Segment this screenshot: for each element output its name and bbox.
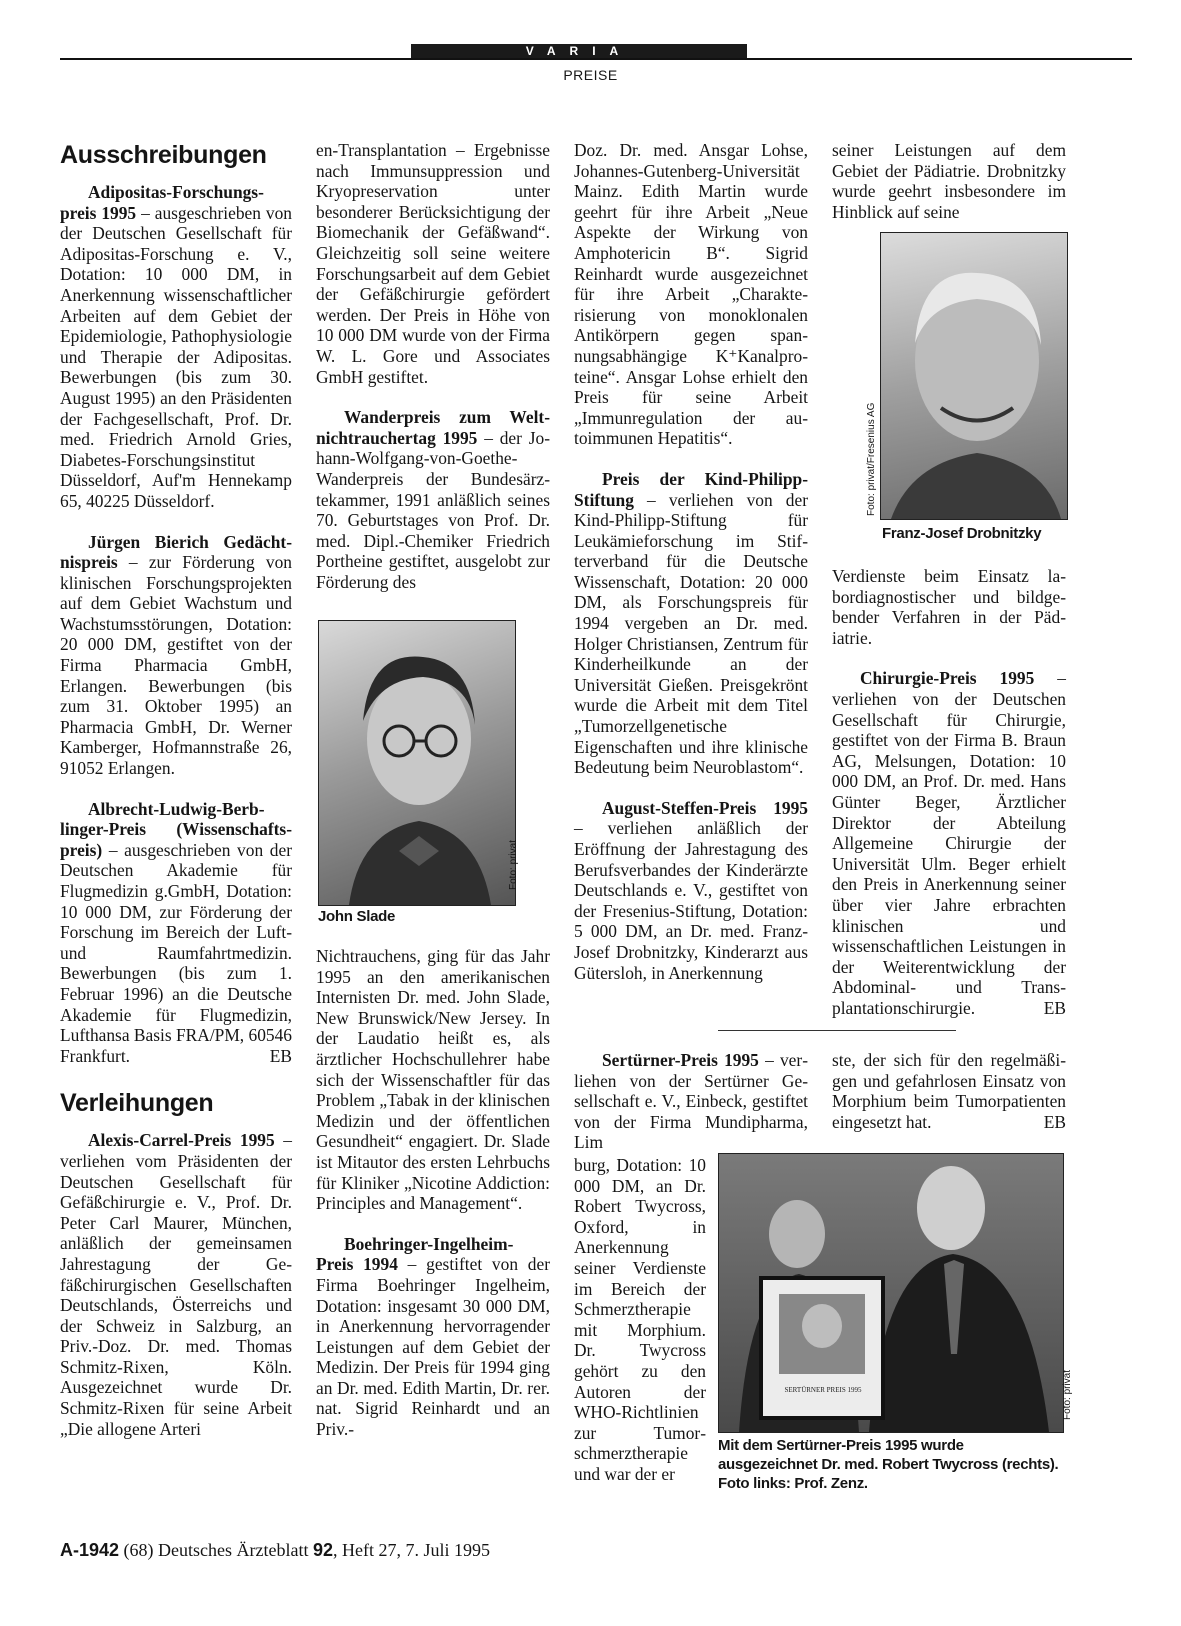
footer-text: , Heft 27, 7. Juli 1995	[333, 1540, 491, 1560]
header-rule	[60, 58, 1132, 60]
award-title: Wanderpreis zum Weltnichtrauchertag 1995	[316, 407, 550, 448]
portrait-illustration	[319, 621, 515, 905]
award-title: Jürgen Bierich Gedächtnispreis	[60, 531, 292, 573]
plaque-text: SERTÜRNER PREIS 1995	[784, 1386, 862, 1394]
photo-caption: John Slade	[318, 908, 396, 925]
paragraph	[60, 1130, 292, 1439]
photo-caption: Mit dem Sertürner-Preis 1995 wurde ausgezeichnet Dr. med. Robert Twycross (rechts). Foto links: Prof. Zenz.	[718, 1437, 1059, 1492]
award-title: Sertürner-Preis 1995	[602, 1050, 759, 1070]
heading-ausschreibungen: Ausschreibungen	[60, 141, 267, 169]
paragraph-text: – zur Förderung von klinischen Forschungsprojekten auf dem Gebiet Wachstum und Wachstumsstörungen, Dotation: 20 000 DM, gestiftet von der Firma Pharmacia GmbH, Erlangen. Bewerbungen (bis zum 31. Oktober 1995) an Pharmacia GmbH, Dr. Werner Kamberger, Hofmannstraße 26, 91052 Erlangen.	[60, 552, 292, 779]
photo-credit: Foto: privat/Fresenius AG	[866, 402, 877, 516]
paragraph-text: ste, der sich für den regelmäßigen und gefahrlosen Einsatz von Morphium beim Tumorpatienten eingesetzt hat.	[832, 1050, 1066, 1132]
column-1	[60, 140, 292, 1439]
paragraph: Nichtrauchens, ging für das Jahr 1995 an den amerikanischen Internisten Dr. med. John Slade, New Brunswick/New Jersey. In der Laudatio heißt es, als ärztlicher Hochschullehrer habe sich der Wissenschaftler für das Problem „Tabak in der klinischen Medizin und der öffentlichen Gesundheit“ engagiert. Dr. Slade ist Mitautor des ersten Lehrbuchs für Kliniker „Nicotine Addiction: Principles and Management“.	[316, 946, 550, 1214]
photo-john-slade	[318, 620, 516, 906]
column-4	[832, 140, 1066, 222]
column-3	[574, 140, 808, 983]
column-4-continued	[832, 566, 1066, 1018]
serturner-paragraph-top	[574, 1050, 808, 1153]
photo-credit: Foto: privat	[1062, 1369, 1073, 1420]
award-title: Alexis-Carrel-Preis 1995	[88, 1130, 275, 1151]
paragraph-text: – gestiftet von der Firma Boehringer Ingelheim, Dotation: insgesamt 30 000 DM, in Anerkennung hervorragender Leistungen auf dem Gebiet der Medizin. Der Preis für 1994 ging an Dr. med. Edith Martin, Dr. rer. nat. Sigrid Reinhardt und an Priv.-	[316, 1254, 550, 1440]
subsection-title: PREISE	[563, 67, 618, 83]
paragraph-text: – verliehen von der Kind-Philipp-Stiftung für Leukämieforschung im Stifterverband für die Deutsche Wissenschaft, Dotation: 20 000 DM, als Forschungspreis für 1994 vergeben an Dr. med. Holger Christiansen, Zentrum für Kinderheilkunde an der Universität Gießen. Preisgekrönt wurde die Arbeit mit dem Titel „Tumorzellgenetische Eigenschaften und ihre klinische Bedeutung beim Neuroblastom“.	[574, 489, 808, 778]
page-id: A-1942	[60, 1540, 120, 1560]
paragraph	[574, 1050, 808, 1153]
paragraph: seiner Leistungen auf dem Gebiet der Pädiatrie. Drobnitzky wurde geehrt insbesondere im Hinblick auf seine	[832, 140, 1066, 222]
paragraph	[60, 182, 292, 512]
section-divider	[718, 1030, 956, 1031]
serturner-paragraph-narrow	[574, 1155, 706, 1485]
heading-verleihungen: Verleihungen	[60, 1089, 214, 1118]
award-title: Chirurgie-Preis 1995	[860, 668, 1035, 689]
paragraph-text: – ausgeschrieben von der Deutschen Gesellschaft für Adipositas-Forschung e. V., Dotation: 10 000 DM, in Anerkennung wissenschaftlicher Arbeiten auf dem Gebiet der Epidemiologie, Pathophysiologie und Therapie der Adipositas. Bewerbungen (bis zum 30. August 1995) an den Präsidenten der Fachgesellschaft, Prof. Dr. med. Friedrich Arnold Gries, Diabetes-Forschungsinstitut Düsseldorf, Auf'm Hennekamp 65, 40225 Düsseldorf.	[60, 202, 292, 511]
portrait-illustration	[881, 233, 1067, 519]
author-sign: EB	[269, 1045, 292, 1066]
paragraph	[574, 469, 808, 778]
author-sign: EB	[1043, 997, 1066, 1018]
paragraph	[832, 668, 1066, 1018]
paragraph-text: – verliehen vom Präsidenten der Deutschen Gesellschaft für Gefäßchirurgie e. V., Prof. Dr. Peter Carl Maurer, München, anläßlich der gemeinsamen Jahrestagung der Gefäßchirurgischen Gesellschaften Deutschlands, Österreichs und der Schweiz in Salzburg, an Priv.-Doz. Dr. med. Thomas Schmitz-Rixen, Köln. Ausgezeichnet wurde Dr. Schmitz-Rixen für seine Arbeit „Die allogene Arteri	[60, 1130, 292, 1439]
volume-number: 92	[312, 1540, 334, 1560]
author-sign: EB	[1043, 1111, 1066, 1132]
paragraph	[316, 1234, 550, 1440]
photo-franz-josef-drobnitzky	[880, 232, 1068, 520]
photo-serturner-award	[718, 1153, 1064, 1433]
footer-text: (68) Deutsches Ärzteblatt	[119, 1540, 313, 1560]
column-2	[316, 140, 550, 592]
paragraph-text: – verliehen anläßlich der Eröffnung der Jahrestagung des Berufsverbandes der Kinderärzte Deutschlands e. V., gestiftet von der Fresenius-Stiftung, Dotation: 5 000 DM, an Dr. med. Franz-Josef Drobnitzky, Kinderarzt aus Gütersloh, in Anerkennung	[574, 818, 808, 983]
paragraph: Verdienste beim Einsatz labordiagnostischer und bildgebender Verfahren in der Pädiatrie.	[832, 566, 1066, 648]
column-2-continued	[316, 946, 550, 1440]
paragraph: burg, Dotation: 10 000 DM, an Dr. Robert Twycross, Oxford, in Anerkennung seiner Verdienste im Bereich der Schmerztherapie mit Morphium. Dr. Twycross gehört zu den Autoren der WHO-Richtlinien zur Tumorschmerztherapie und war der er	[574, 1155, 706, 1484]
paragraph-text: – verliehen von der Deutschen Gesellschaft für Chirurgie, gestiftet von der Firma B. Braun AG, Melsungen, Dotation: 10 000 DM, an Prof. Dr. med. Hans Günter Beger, Ärztlicher Direktor der Abteilung Allgemeine Chirurgie der Universität Ulm. Beger erhielt den Preis in Anerkennung seiner über vier Jahre erbrachten klinischen und wissenschaftlichen Leistungen in der Weiterentwicklung der Abdominal- und Transplantationschirurgie.	[832, 668, 1067, 1018]
photo-credit: Foto: privat	[508, 839, 519, 890]
photo-caption: Franz-Josef Drobnitzky	[882, 525, 1042, 542]
paragraph	[60, 799, 292, 1067]
award-title: Preis der Kind-Philipp-Stiftung	[574, 468, 808, 510]
award-title: Boehringer-Ingelheim-Preis 1994	[316, 1233, 514, 1275]
paragraph: Doz. Dr. med. Ansgar Lohse, Johannes-Gutenberg-Universität Mainz. Edith Martin wurde geehrt für ihre Arbeit „Neue Aspekte der Wirkung von Amphotericin B“. Sigrid Reinhardt wurde ausgezeichnet für ihre Arbeit „Charakterisierung von monoklonalen Antikörpern gegen spannungsabhängige K⁺Kanalproteine“. Ansgar Lohse erhielt den Preis für seine Arbeit „Immunregulation der autoimmunen Hepatitis“.	[574, 140, 808, 449]
serturner-paragraph-right	[832, 1050, 1066, 1132]
paragraph	[316, 407, 550, 592]
paragraph-text: – der Johann-Wolfgang-von-Goethe-Wanderpreis der Bundesärztekammer, 1991 anläßlich seines 70. Geburtstages von Prof. Dr. med. Dipl.-Chemiker Friedrich Portheine gestiftet, ausgelobt zur Förderung des	[316, 427, 550, 592]
page-footer	[60, 1540, 490, 1561]
paragraph	[60, 532, 292, 779]
section-banner: VARIA	[411, 44, 747, 59]
paragraph: en-Transplantation – Ergebnisse nach Immunsuppression und Kryopreservation unter besonderer Berücksichtigung der Biomechanik der Gefäßwand“. Gleichzeitig soll seine weitere Forschungsarbeit auf dem Gebiet der Gefäßchirurgie gefördert werden. Der Preis in Höhe von 10 000 DM wurde von der Firma W. L. Gore und Associates GmbH gestiftet.	[316, 140, 550, 387]
award-title: Albrecht-Ludwig-Berblinger-Preis (Wissenschaftspreis)	[60, 798, 292, 860]
paragraph-text: – ausgeschrieben von der Deutschen Akademie für Flugmedizin g.GmbH, Dotation: 10 000 DM, zur Förderung der Forschung im Bereich der Luft- und Raumfahrtmedizin. Bewerbungen (bis zum 1. Februar 1996) an die Deutsche Akademie für Flugmedizin, Lufthansa Basis FRA/PM, 60546 Frankfurt.	[60, 839, 292, 1066]
award-title: Adipositas-Forschungspreis 1995	[60, 182, 264, 223]
paragraph-text: – verliehen von der Sertürner Gesellschaft e. V., Einbeck, gestiftet von der Firma Mundipharma, Lim	[574, 1050, 808, 1153]
paragraph	[832, 1050, 1066, 1132]
award-title: August-Steffen-Preis 1995	[602, 797, 808, 818]
paragraph	[574, 798, 808, 983]
